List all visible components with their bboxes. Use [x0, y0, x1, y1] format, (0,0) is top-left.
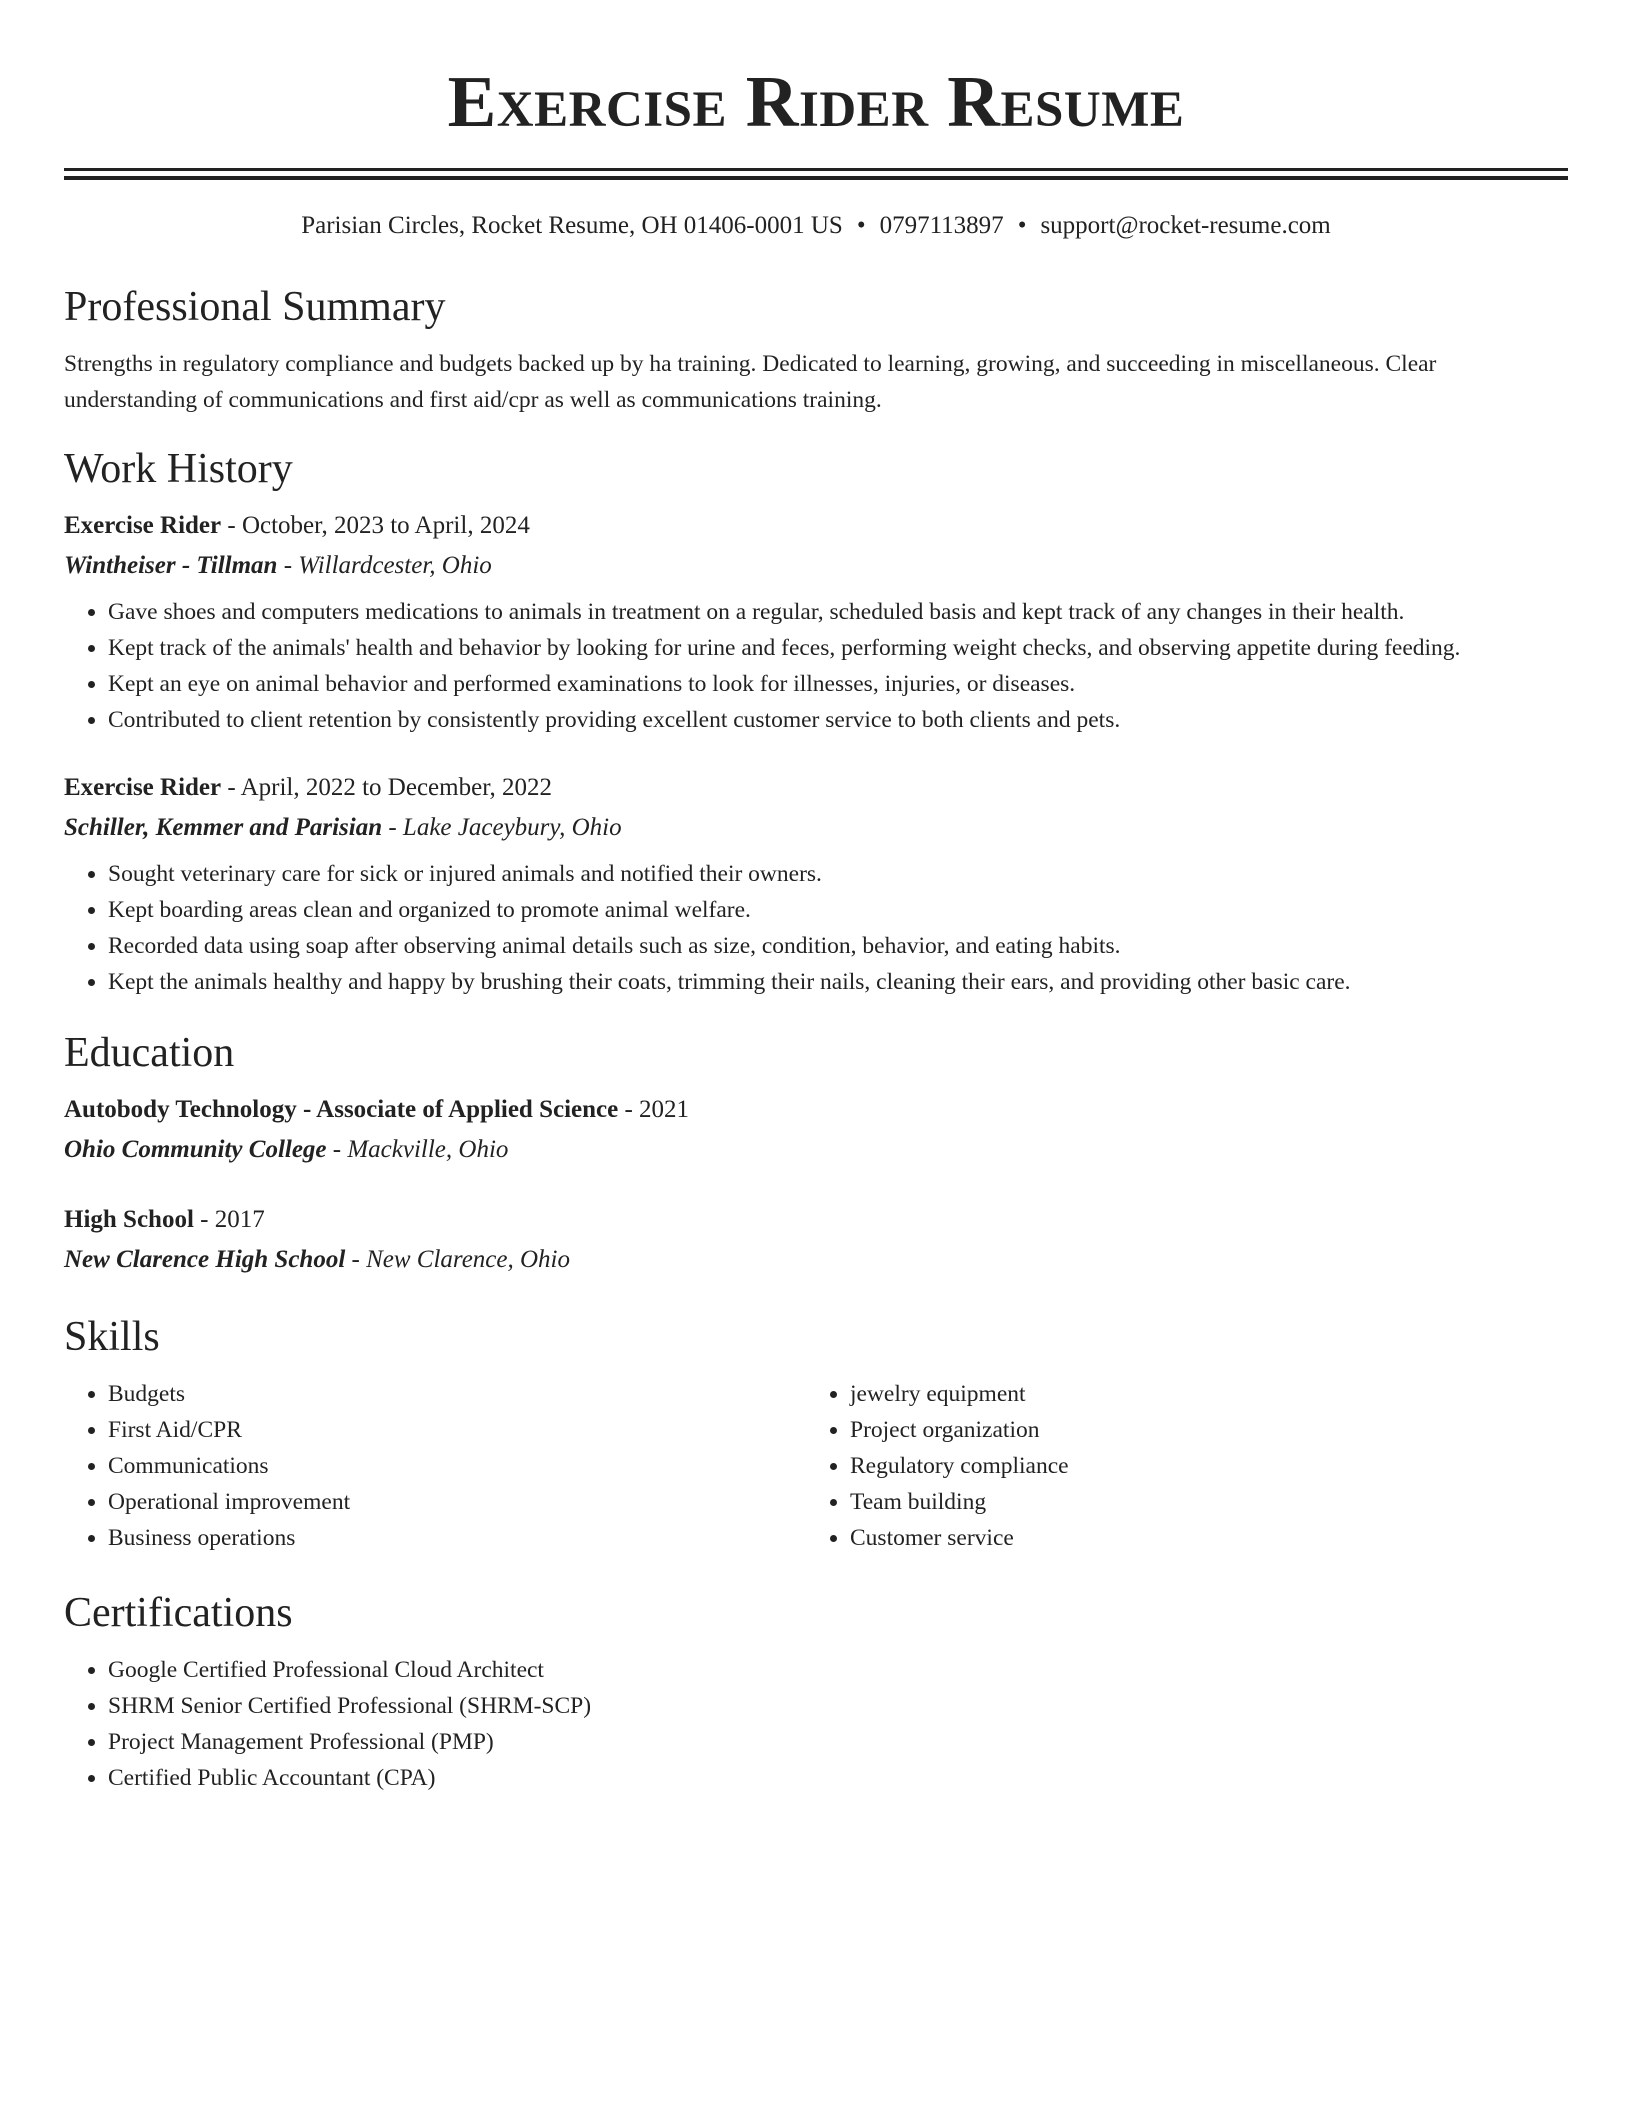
- list-item: • Kept track of the animals' health and behavior by looking for urine and feces, performing weight checks, and observing appetite during feeding.: [108, 630, 1568, 666]
- job-location: - Willardcester, Ohio: [277, 552, 492, 579]
- degree-line: [64, 1200, 1568, 1240]
- education-entry: [64, 1200, 1568, 1280]
- skill-item: • Operational improvement: [108, 1484, 806, 1520]
- certification-item: • Certified Public Accountant (CPA): [108, 1760, 1568, 1796]
- summary-heading: Professional Summary: [64, 284, 446, 330]
- job-dates: - October, 2023 to April, 2024: [221, 512, 530, 539]
- school-location: - Mackville, Ohio: [326, 1136, 509, 1163]
- list-item: • Recorded data using soap after observing animal details such as size, condition, behavior, and eating habits.: [108, 928, 1568, 964]
- contact-separator: •: [856, 212, 866, 239]
- skill-item: • Project organization: [850, 1412, 1548, 1448]
- skill-item: • Team building: [850, 1484, 1548, 1520]
- skills-list-left: [64, 1376, 806, 1556]
- summary-text: Strengths in regulatory compliance and budgets backed up by ha training. Dedicated to learning, growing, and succeeding in miscellaneous. Clear understanding of communications and first aid/cpr as well as communications training.: [64, 351, 1437, 413]
- contact-email: support@rocket-resume.com: [1040, 212, 1331, 239]
- degree: Autobody Technology - Associate of Applied Science: [64, 1096, 619, 1123]
- school-line: [64, 1130, 1568, 1170]
- certifications-list: [64, 1652, 1568, 1796]
- graduation-year: - 2017: [193, 1206, 265, 1233]
- skills-heading: Skills: [64, 1314, 160, 1360]
- skill-item: • First Aid/CPR: [108, 1412, 806, 1448]
- list-item: • Gave shoes and computers medications to animals in treatment on a regular, scheduled basis and kept track of any changes in their health.: [108, 594, 1568, 630]
- skill-item: • Customer service: [850, 1520, 1548, 1556]
- job-title: Exercise Rider: [64, 774, 222, 801]
- list-item: • Kept the animals healthy and happy by brushing their coats, trimming their nails, cleaning their ears, and providing other basic care.: [108, 964, 1568, 1000]
- title-divider: [64, 168, 1568, 180]
- job-entry: [64, 506, 1568, 738]
- degree-line: [64, 1090, 1568, 1130]
- contact-separator: •: [1017, 212, 1027, 239]
- resume-title: Exercise Rider Resume: [447, 61, 1185, 142]
- job-location: - Lake Jaceybury, Ohio: [382, 814, 622, 841]
- contact-line: [64, 210, 1568, 242]
- certifications-heading: Certifications: [64, 1590, 293, 1636]
- school-name: New Clarence High School: [64, 1246, 346, 1273]
- list-item: • Sought veterinary care for sick or injured animals and notified their owners.: [108, 856, 1568, 892]
- job-title-line: [64, 768, 1568, 808]
- school-name: Ohio Community College: [64, 1136, 327, 1163]
- school-location: - New Clarence, Ohio: [345, 1246, 570, 1273]
- certification-item: • SHRM Senior Certified Professional (SHRM-SCP): [108, 1688, 1568, 1724]
- skill-item: • Regulatory compliance: [850, 1448, 1548, 1484]
- skill-item: • jewelry equipment: [850, 1376, 1548, 1412]
- education-entry: [64, 1090, 1568, 1170]
- contact-address: Parisian Circles, Rocket Resume, OH 01406-0001 US: [301, 212, 843, 239]
- skill-item: • Business operations: [108, 1520, 806, 1556]
- job-bullets: [64, 594, 1568, 738]
- skill-item: • Communications: [108, 1448, 806, 1484]
- job-entry: [64, 768, 1568, 1000]
- job-title-line: [64, 506, 1568, 546]
- certification-item: • Project Management Professional (PMP): [108, 1724, 1568, 1760]
- job-company: Schiller, Kemmer and Parisian: [64, 814, 383, 841]
- list-item: • Contributed to client retention by consistently providing excellent customer service to both clients and pets.: [108, 702, 1568, 738]
- graduation-year: - 2021: [618, 1096, 690, 1123]
- certification-item: • Google Certified Professional Cloud Architect: [108, 1652, 1568, 1688]
- job-company-line: [64, 808, 1568, 848]
- skill-item: • Budgets: [108, 1376, 806, 1412]
- job-dates: - April, 2022 to December, 2022: [221, 774, 553, 801]
- job-bullets: [64, 856, 1568, 1000]
- work-history-heading: Work History: [64, 446, 293, 492]
- school-line: [64, 1240, 1568, 1280]
- list-item: • Kept boarding areas clean and organized to promote animal welfare.: [108, 892, 1568, 928]
- job-company: Wintheiser - Tillman: [64, 552, 278, 579]
- job-title: Exercise Rider: [64, 512, 222, 539]
- job-company-line: [64, 546, 1568, 586]
- education-heading: Education: [64, 1030, 235, 1076]
- contact-phone: 0797113897: [879, 212, 1004, 239]
- skills-list-right: [806, 1376, 1548, 1556]
- skills-columns: [64, 1376, 1568, 1556]
- list-item: • Kept an eye on animal behavior and performed examinations to look for illnesses, injuries, or diseases.: [108, 666, 1568, 702]
- degree: High School: [64, 1206, 194, 1233]
